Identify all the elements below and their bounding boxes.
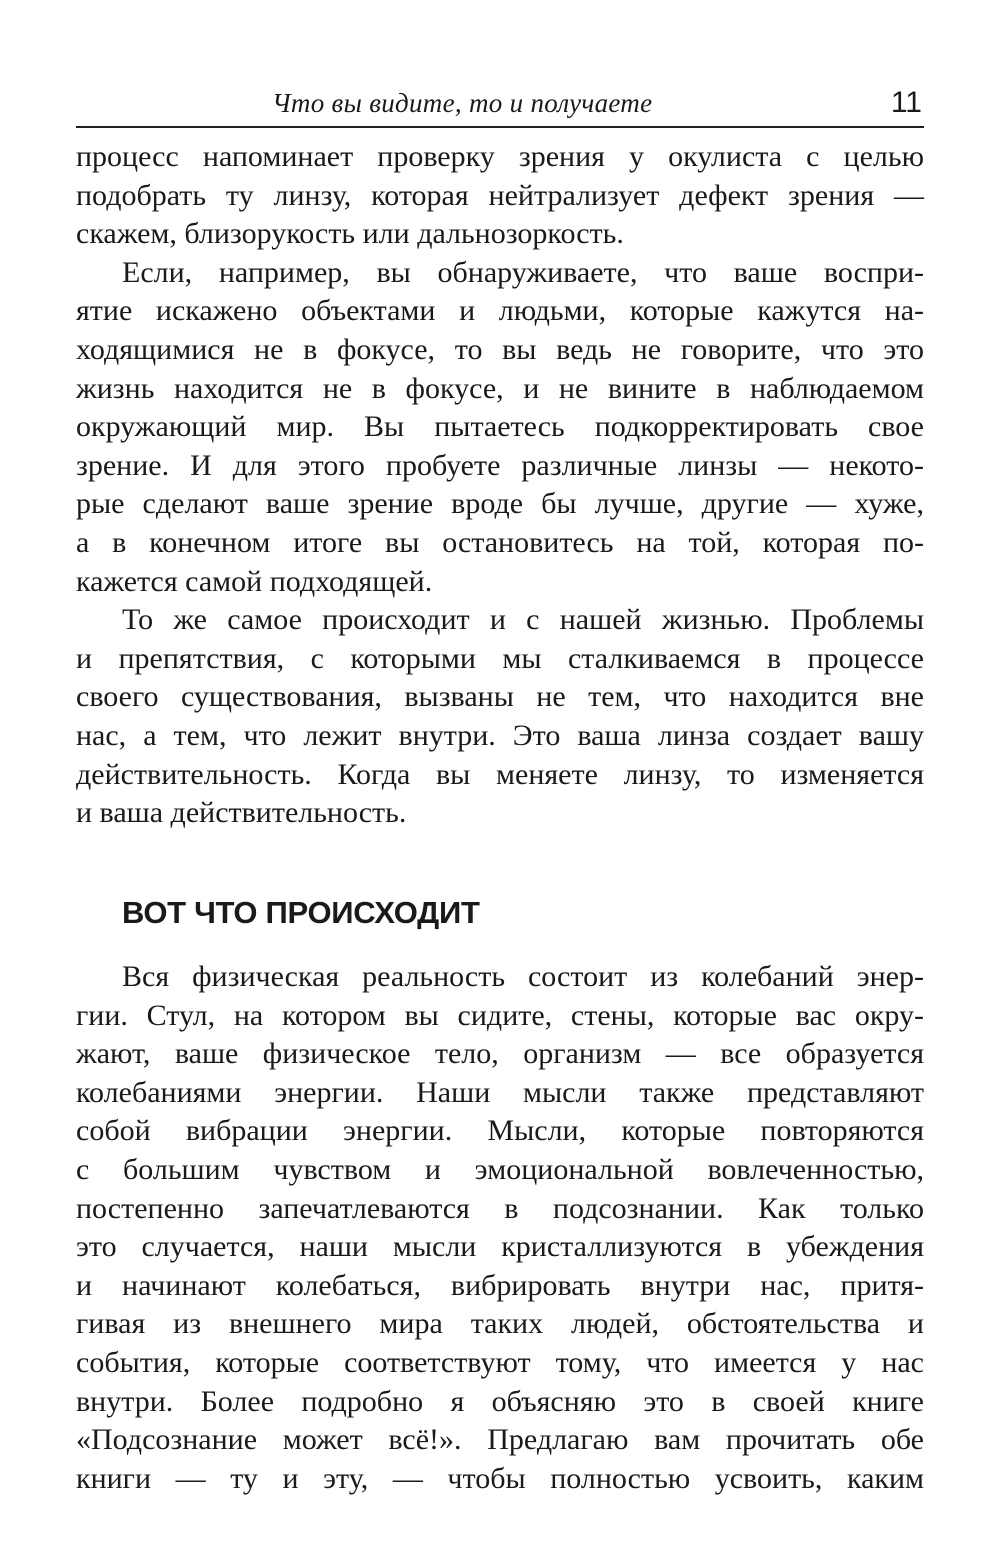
text-line: нас, а тем, что лежит внутри. Это ваша линза создает вашу bbox=[76, 718, 924, 752]
text-line: жизнь находится не в фокусе, и не вините в наблюдаемом bbox=[76, 371, 924, 405]
paragraph-4 bbox=[76, 958, 924, 1498]
text-line: гивая из внешнего мира таких людей, обстоятельства и bbox=[76, 1307, 924, 1341]
text-line: это случается, наши мысли кристаллизуются в убеждения bbox=[76, 1230, 924, 1264]
section-heading: ВОТ ЧТО ПРОИСХОДИТ bbox=[122, 895, 480, 930]
text-line: подобрать ту линзу, которая нейтрализует дефект зрения — bbox=[76, 178, 924, 212]
running-title: Что вы видите, то и получаете bbox=[272, 88, 653, 118]
text-line: постепенно запечатлеваются в подсознании. Как только bbox=[76, 1191, 924, 1225]
text-line: своего существования, вызваны не тем, что находится вне bbox=[76, 680, 924, 714]
text-line: действительность. Когда вы меняете линзу, то изменяется bbox=[76, 757, 924, 791]
text-line: и препятствия, с которыми мы сталкиваемся в процессе bbox=[76, 641, 924, 675]
text-line: события, которые соответствуют тому, что имеется у нас bbox=[76, 1345, 924, 1379]
running-header bbox=[76, 86, 924, 128]
text-line: жают, ваше физическое тело, организм — все образуется bbox=[76, 1037, 924, 1071]
section-body bbox=[76, 958, 924, 1498]
text-line: процесс напоминает проверку зрения у окулиста с целью bbox=[76, 140, 924, 173]
text-line: рые сделают ваше зрение вроде бы лучше, другие — хуже, bbox=[76, 487, 924, 521]
text-line: скажем, близорукость или дальнозоркость. bbox=[76, 217, 624, 251]
text-line: книги — ту и эту, — чтобы полностью усвоить, каким bbox=[76, 1461, 924, 1495]
text-line: кажется самой подходящей. bbox=[76, 564, 433, 598]
text-line: ятие искажено объектами и людьми, которые кажутся на- bbox=[76, 294, 924, 328]
text-line: окружающий мир. Вы пытаетесь подкорректировать свое bbox=[76, 410, 924, 444]
paragraph-1 bbox=[76, 138, 924, 254]
text-line: Если, например, вы обнаруживаете, что ваше воспри- bbox=[122, 255, 924, 289]
text-line: ходящимися не в фокусе, то вы ведь не говорите, что это bbox=[76, 332, 924, 366]
page-number: 11 bbox=[890, 86, 922, 119]
text-line: с большим чувством и эмоциональной вовлеченностью, bbox=[76, 1152, 924, 1186]
text-line: а в конечном итоге вы остановитесь на той, которая по- bbox=[76, 525, 924, 559]
text-line: внутри. Более подробно я объясняю это в своей книге bbox=[76, 1384, 924, 1418]
text-line: То же самое происходит и с нашей жизнью. Проблемы bbox=[122, 603, 924, 637]
text-line: Вся физическая реальность состоит из колебаний энер- bbox=[122, 960, 924, 993]
text-line: гии. Стул, на котором вы сидите, стены, которые вас окру- bbox=[76, 998, 924, 1032]
paragraph-2 bbox=[76, 254, 924, 601]
text-line: «Подсознание может всё!». Предлагаю вам прочитать обе bbox=[76, 1423, 924, 1457]
text-line: и ваша действительность. bbox=[76, 796, 407, 830]
paragraph-3 bbox=[76, 601, 924, 833]
text-line: колебаниями энергии. Наши мысли также представляют bbox=[76, 1075, 924, 1109]
text-line: собой вибрации энергии. Мысли, которые повторяются bbox=[76, 1114, 924, 1148]
text-line: зрение. И для этого пробуете различные линзы — некото- bbox=[76, 448, 924, 482]
text-line: и начинают колебаться, вибрировать внутри нас, притя- bbox=[76, 1268, 924, 1302]
body-text bbox=[76, 138, 924, 833]
